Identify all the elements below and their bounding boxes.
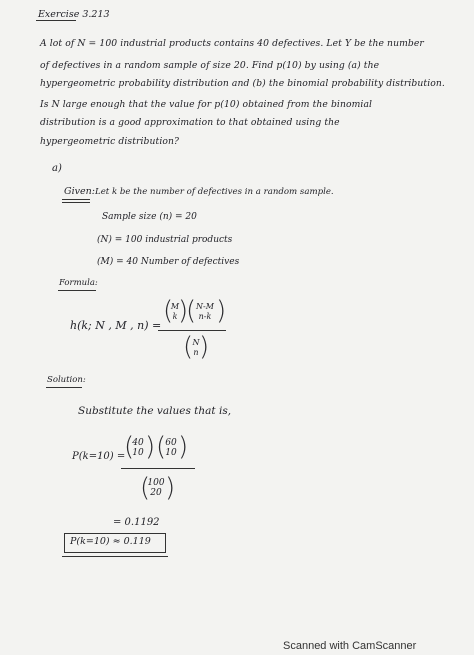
- formula-fraction-bar: [158, 330, 226, 331]
- paren-right: ): [199, 332, 210, 362]
- problem-line-3: hypergeometric probability distribution and (b) the binomial probability distribution.: [40, 78, 445, 89]
- paren-left: (: [186, 296, 197, 326]
- given-line-2: Sample size (n) = 20: [102, 212, 197, 222]
- binom-den: N n: [192, 338, 200, 357]
- paren-left: (: [183, 332, 194, 362]
- binom-b: N-M n-k: [196, 302, 214, 321]
- substitution-fraction-bar: [121, 468, 195, 469]
- problem-line-2: of defectives in a random sample of size 20. Find p(10) by using (a) the: [40, 60, 380, 71]
- paren-left: (: [156, 432, 167, 462]
- computed-value: = 0.1192: [113, 517, 160, 528]
- formula-underline: [58, 290, 96, 291]
- problem-line-5: distribution is a good approximation to that obtained using the: [40, 117, 340, 128]
- final-answer-underline: [62, 556, 168, 557]
- solution-label: Solution:: [47, 375, 86, 385]
- problem-line-4: Is N large enough that the value for p(10) obtained from the binomial: [40, 99, 373, 110]
- given-underline-double: [62, 202, 90, 203]
- paren-left: (: [124, 432, 135, 462]
- part-a-label: a): [52, 163, 62, 174]
- paren-right: ): [216, 296, 227, 326]
- paren-right: ): [145, 432, 156, 462]
- binom-a: M k: [170, 302, 180, 321]
- solution-underline: [46, 387, 82, 388]
- paren-right: ): [178, 296, 189, 326]
- given-line-3: (N) = 100 industrial products: [97, 235, 233, 245]
- binom-a: 40 10: [132, 438, 144, 458]
- formula-lhs: h(k; N , M , n) =: [70, 319, 162, 332]
- title-underline: [36, 20, 76, 21]
- paren-left: (: [163, 296, 174, 326]
- binom-b: 60 10: [165, 438, 177, 458]
- formula-label: Formula:: [59, 278, 98, 288]
- substitution-lhs: P(k=10) =: [72, 451, 126, 462]
- paren-right: ): [178, 432, 189, 462]
- paren-left: (: [140, 473, 151, 503]
- problem-line-6: hypergeometric distribution?: [40, 136, 180, 147]
- given-label: Given:: [64, 186, 95, 197]
- final-answer: P(k=10) ≈ 0.119: [70, 536, 151, 547]
- binom-den: 100 20: [147, 478, 165, 498]
- given-underline: [62, 199, 90, 200]
- given-line-1: Let k be the number of defectives in a random sample.: [95, 187, 334, 197]
- problem-line-1: A lot of N = 100 industrial products contains 40 defectives. Let Y be the number: [40, 38, 424, 49]
- exercise-title: Exercise 3.213: [38, 9, 110, 20]
- paren-right: ): [165, 473, 176, 503]
- substitute-text: Substitute the values that is,: [78, 405, 232, 417]
- given-line-4: (M) = 40 Number of defectives: [97, 257, 240, 267]
- scanner-watermark: Scanned with CamScanner: [283, 640, 417, 652]
